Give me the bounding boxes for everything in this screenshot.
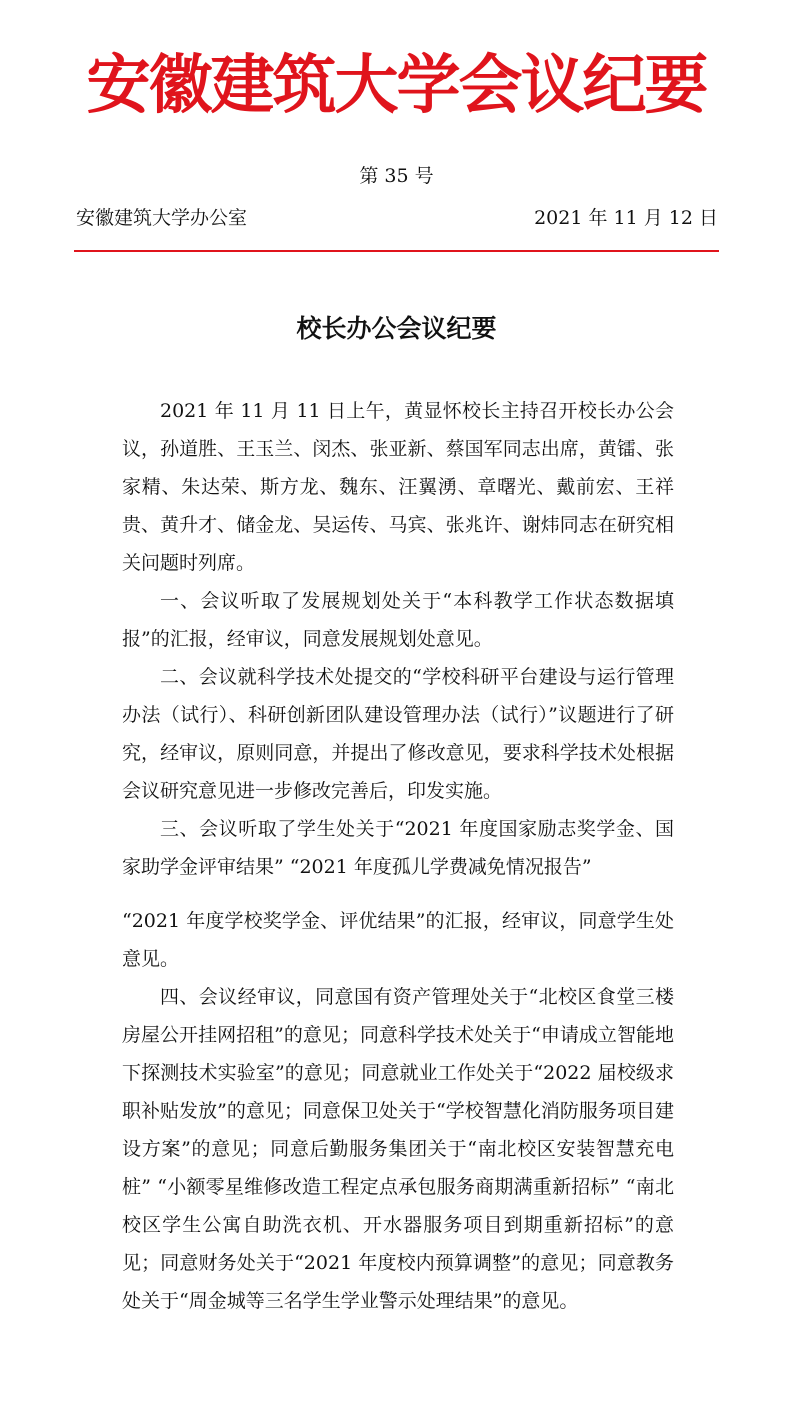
paragraph-item-1: 一、会议听取了发展规划处关于“本科教学工作状态数据填报”的汇报，经审议，同意发展规划处意见。 bbox=[122, 590, 674, 650]
document-title: 校长办公会议纪要 bbox=[296, 314, 497, 343]
paragraph-item-4: 四、会议经审议，同意国有资产管理处关于“北校区食堂三楼房屋公开挂网招租”的意见；同意科学技术处关于“申请成立智能地下探测技术实验室”的意见；同意就业工作处关于“2022 届校级求职补贴发放”的意见；同意保卫处关于“学校智慧化消防服务项目建设方案”的意见；同意后勤服务集团关于“南北校区安装智慧充电桩” “小额零星维修改造工程定点承包服务商期满重新招标” “南北校区学生公寓自助洗衣机、开水器服务项目到期重新招标”的意见；同意财务处关于“2021 年度校内预算调整”的意见；同意教务处关于“周金城等三名学生学业警示处理结果”的意见。 bbox=[122, 986, 674, 1312]
issue-number: 第 35 号 bbox=[359, 165, 434, 187]
paragraph-item-3: 三、会议听取了学生处关于“2021 年度国家励志奖学金、国家助学金评审结果” “2021 年度孤儿学费减免情况报告” bbox=[122, 818, 674, 878]
issue-date: 2021 年 11 月 12 日 bbox=[534, 207, 718, 229]
masthead-title: 安徽建筑大学会议纪要 bbox=[86, 49, 707, 123]
paragraph-item-3-continued: “2021 年度学校奖学金、评优结果”的汇报，经审议，同意学生处意见。 bbox=[122, 910, 674, 970]
paragraph-item-2: 二、会议就科学技术处提交的“学校科研平台建设与运行管理办法（试行）、科研创新团队建设管理办法（试行）”议题进行了研究，经审议，原则同意，并提出了修改意见，要求科学技术处根据会议研究意见进一步修改完善后，印发实施。 bbox=[122, 666, 674, 802]
issuing-office: 安徽建筑大学办公室 bbox=[76, 207, 248, 229]
red-divider bbox=[74, 250, 719, 252]
document-body bbox=[122, 392, 674, 1320]
paragraph-attendance: 2021 年 11 月 11 日上午，黄显怀校长主持召开校长办公会议，孙道胜、王玉兰、闵杰、张亚新、蔡国军同志出席，黄镭、张家精、朱达荣、斯方龙、魏东、汪翼湧、章曙光、戴前宏、王祥贵、黄升才、储金龙、吴运传、马宾、张兆许、谢炜同志在研究相关问题时列席。 bbox=[122, 400, 674, 574]
